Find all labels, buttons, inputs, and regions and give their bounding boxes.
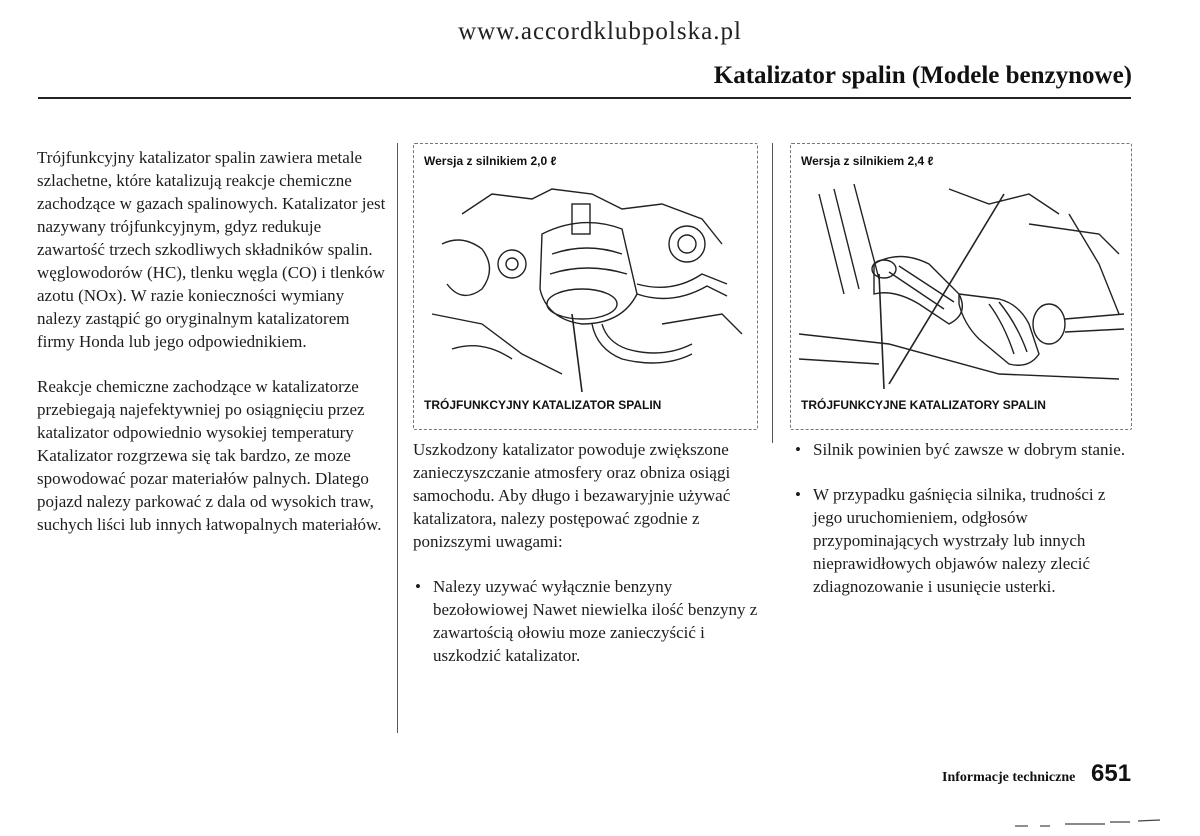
exhaust-catalytic-converters-illustration: [799, 174, 1124, 394]
figure-engine-2-4: [790, 143, 1132, 430]
figure-heading: Wersja z silnikiem 2,0 ℓ: [424, 154, 557, 168]
bullet-icon: •: [415, 577, 421, 596]
scan-artifact-marks: [1010, 816, 1170, 830]
list-item-text: Nalezy uzywać wyłącznie benzyny bezołowiowej Nawet niewielka ilość benzyny z zawartością ołowiu moze zanieczyścić i uszkodzić katalizator.: [433, 577, 758, 665]
guidelines-list: [413, 575, 758, 667]
section-title: Katalizator spalin (Modele benzynowe): [713, 62, 1132, 89]
column-divider-left: [397, 143, 398, 733]
site-url[interactable]: www.accordklubpolska.pl: [458, 18, 742, 45]
page-number: 651: [1091, 760, 1132, 787]
middle-column: [413, 438, 758, 689]
right-column: [793, 438, 1138, 620]
list-item: [793, 438, 1138, 461]
list-item: [413, 575, 758, 667]
column-divider-right: [772, 143, 773, 443]
left-column: [37, 146, 387, 558]
figure-heading: Wersja z silnikiem 2,4 ℓ: [801, 154, 934, 168]
bullet-icon: •: [795, 440, 801, 459]
list-item: [793, 483, 1138, 598]
guidelines-list: [793, 438, 1138, 598]
figure-caption: TRÓJFUNKCYJNE KATALIZATORY SPALIN: [801, 398, 1046, 412]
figure-engine-2-0: [413, 143, 758, 430]
heat-warning-paragraph: Reakcje chemiczne zachodzące w katalizatorze przebiegają najefektywniej po osiągnięciu przez katalizator odpowiednio wysokiej temperatury Katalizator rozgrzewa się tak bardzo, ze moze spowodować pozar materiałów palnych. Dlatego pojazd nalezy parkować z dala od wysokich traw, suchych liści lub innych łatwopalnych materiałów.: [37, 377, 382, 534]
footer-section-label: Informacje techniczne: [942, 770, 1076, 785]
bullet-icon: •: [795, 485, 801, 504]
figure-caption: TRÓJFUNKCYJNY KATALIZATOR SPALIN: [424, 398, 662, 412]
list-item-text: W przypadku gaśnięcia silnika, trudności z jego uruchomieniem, odgłosów przypominających wystrzały lub innych nieprawidłowych objawów nalezy zlecić zdiagnozowanie i usunięcie usterki.: [813, 485, 1106, 596]
damage-warning-paragraph: Uszkodzony katalizator powoduje zwiększone zanieczyszczanie atmosfery oraz obniza osiągi samochodu. Aby długo i bezawaryjnie używać katalizatora, nalezy postępować zgodnie z ponizszymi uwagami:: [413, 440, 731, 551]
intro-paragraph: Trójfunkcyjny katalizator spalin zawiera metale szlachetne, które katalizują reakcje chemiczne zachodzące w gazach spalinowych. Katalizator jest nazywany trójfunkcyjnym, gdyz redukuje zawartość trzech szkodliwych składników spalin. węglowodorów (HC), tlenku węgla (CO) i tlenków azotu (NOx). W razie konieczności wymiany nalezy zastąpić go oryginalnym katalizatorem firmy Honda lub jego odpowiednikiem.: [37, 148, 386, 351]
engine-catalytic-converter-illustration: [422, 174, 747, 394]
list-item-text: Silnik powinien być zawsze w dobrym stanie.: [813, 440, 1126, 459]
header-rule: [38, 97, 1131, 99]
